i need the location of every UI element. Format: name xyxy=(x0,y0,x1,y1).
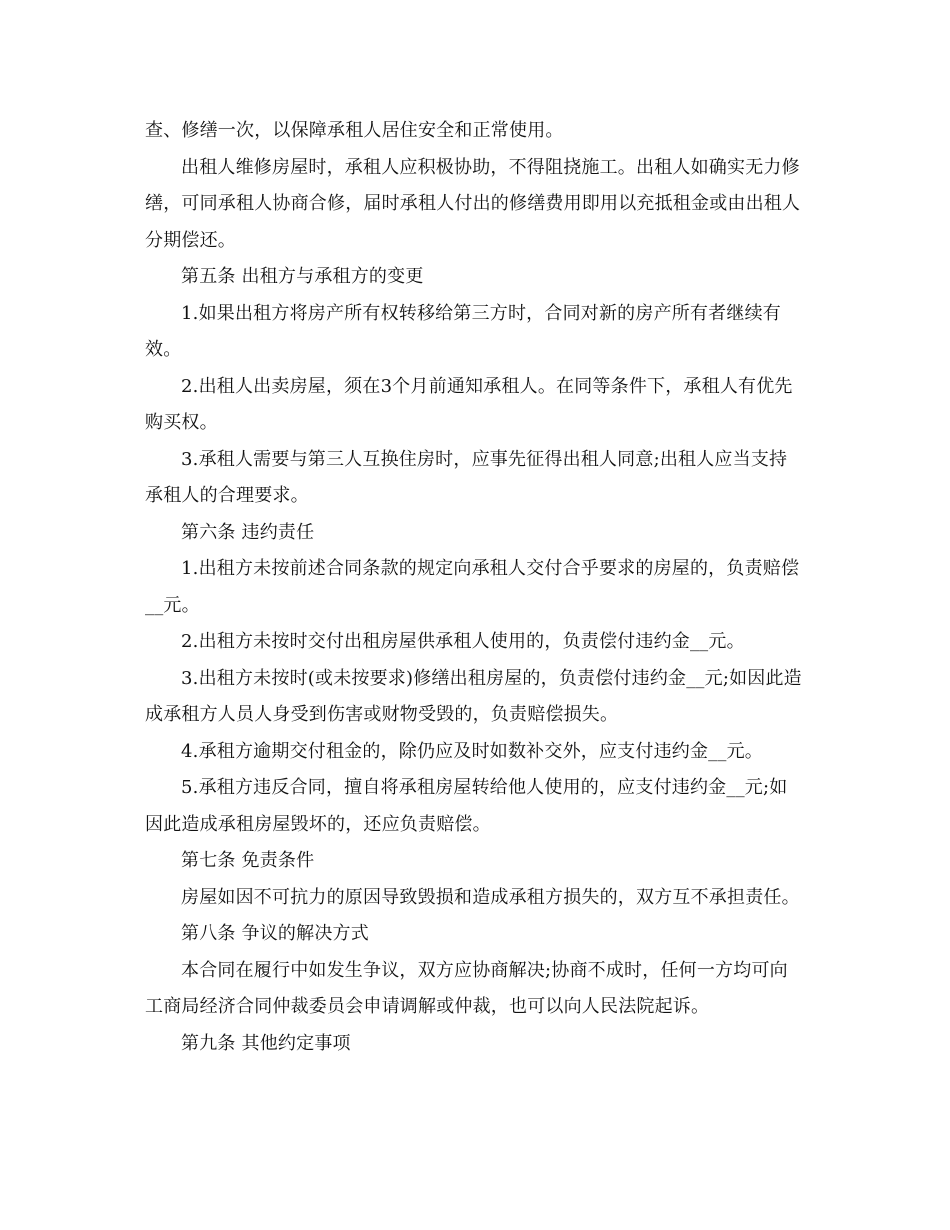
article-7-text: 房屋如因不可抗力的原因导致毁损和造成承租方损失的，双方互不承担责任。 xyxy=(181,886,800,908)
paragraph-repair-continuation: 查、修缮一次，以保障承租人居住安全和正常使用。 xyxy=(145,120,564,141)
article-5-item-3: 3.承租人需要与第三人互换住房时，应事先征得出租人同意;出租人应当支持承租人的合理要求。 xyxy=(145,448,788,506)
article-6-heading: 第六条 违约责任 xyxy=(181,521,315,543)
article-5-item-1: 1.如果出租方将房产所有权转移给第三方时，合同对新的房产所有者继续有效。 xyxy=(145,302,781,360)
article-6-item-5: 5.承租方违反合同，擅自将承租房屋转给他人使用的，应支付违约金__元;如因此造成承租房屋毁坏的，还应负责赔偿。 xyxy=(145,777,788,835)
article-6-item-1: 1.出租方未按前述合同条款的规定向承租人交付合乎要求的房屋的，负责赔偿__元。 xyxy=(145,558,800,616)
article-8-text: 本合同在履行中如发生争议，双方应协商解决;协商不成时，任何一方均可向工商局经济合同仲裁委员会申请调解或仲裁，也可以向人民法院起诉。 xyxy=(145,959,788,1017)
article-5-heading: 第五条 出租方与承租方的变更 xyxy=(181,266,424,287)
article-5-item-2: 2.出租人出卖房屋，须在3个月前通知承租人。在同等条件下，承租人有优先购买权。 xyxy=(145,375,793,433)
paragraph-repair-cooperation: 出租人维修房屋时，承租人应积极协助，不得阻挠施工。出租人如确实无力修缮，可同承租人协商合修，届时承租人付出的修缮费用即用以充抵租金或由出租人分期偿还。 xyxy=(145,156,801,251)
article-9-heading: 第九条 其他约定事项 xyxy=(181,1032,351,1054)
article-6-item-3: 3.出租方未按时(或未按要求)修缮出租房屋的，负责偿付违约金__元;如因此造成承租方人员人身受到伤害或财物受毁的，负责赔偿损失。 xyxy=(145,667,802,725)
article-7-heading: 第七条 免责条件 xyxy=(181,850,315,871)
article-6-item-2: 2.出租方未按时交付出租房屋供承租人使用的，负责偿付违约金__元。 xyxy=(181,631,745,652)
article-6-item-4: 4.承租方逾期交付租金的，除仍应及时如数补交外，应支付违约金__元。 xyxy=(181,740,763,762)
document-body xyxy=(145,113,805,1062)
article-8-heading: 第八条 争议的解决方式 xyxy=(181,923,369,944)
